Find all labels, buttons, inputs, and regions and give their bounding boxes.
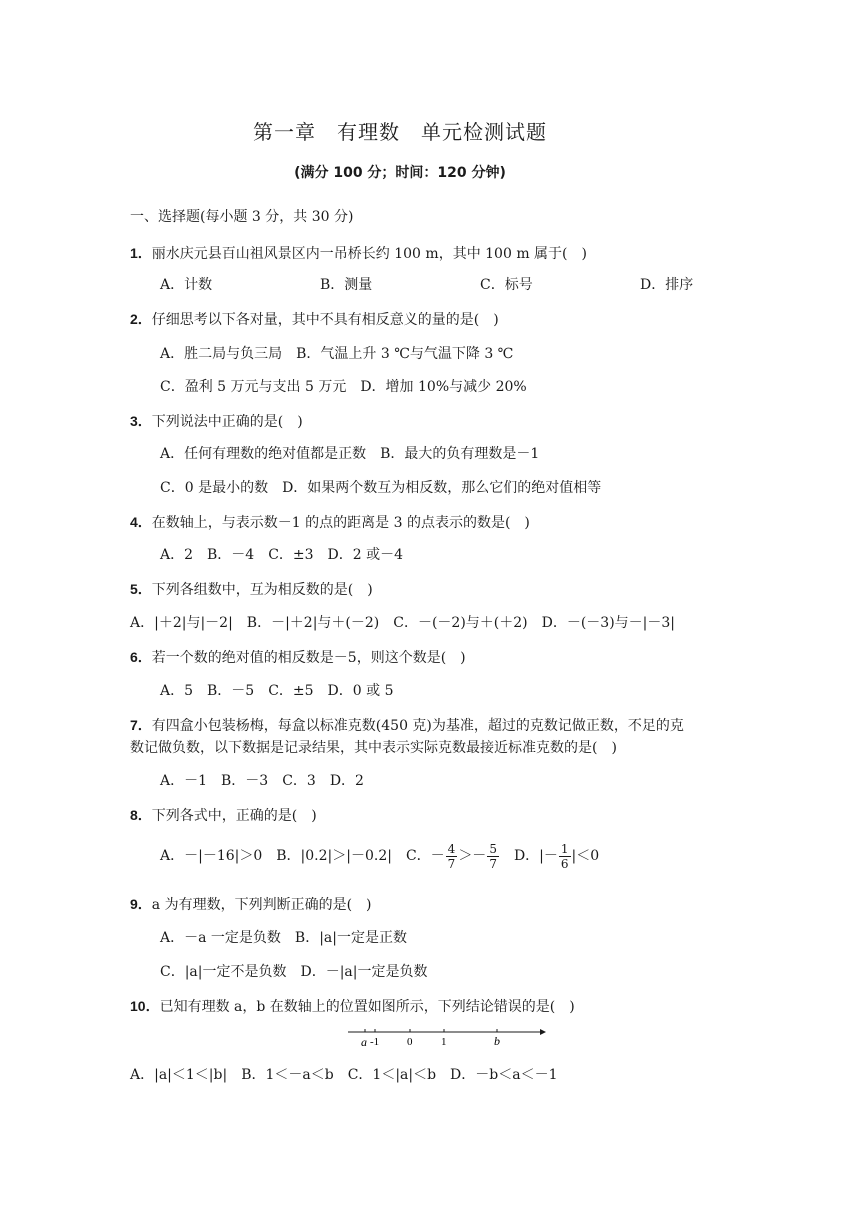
question-4 [130, 513, 530, 532]
option-c: C．标号 [480, 277, 533, 293]
question-number: 3． [130, 413, 152, 429]
question-number: 10． [130, 998, 160, 1014]
question-7 [130, 716, 684, 735]
arrow-right-icon [540, 1029, 546, 1035]
number-line-figure [344, 1024, 544, 1050]
question-2 [130, 310, 499, 329]
page-title: 第一章 有理数 单元检测试题 [253, 120, 547, 144]
comparison: ＞－ [458, 848, 487, 864]
denominator: 6 [560, 856, 569, 871]
question-10-options: A．|a|＜1＜|b| B．1＜－a＜b C．1＜|a|＜b D．－b＜a＜－1 [130, 1067, 558, 1083]
question-stem: 丽水庆元县百山祖风景区内一吊桥长约 100 m，其中 100 m 属于( ) [151, 246, 587, 262]
question-7-stem-continued: 数记做负数，以下数据是记录结果，其中表示实际克数最接近标准克数的是( ) [130, 740, 617, 756]
question-stem: 若一个数的绝对值的相反数是－5，则这个数是( ) [151, 650, 466, 666]
question-4-options: A．2 B．－4 C．±3 D．2 或－4 [160, 547, 404, 563]
question-stem: 在数轴上，与表示数－1 的点的距离是 3 的点表示的数是( ) [151, 515, 530, 531]
page-subtitle: (满分 100 分；时间：120 分钟) [294, 165, 506, 181]
question-10 [130, 997, 575, 1016]
question-number: 5． [130, 581, 152, 597]
denominator: 7 [447, 856, 456, 871]
question-1-options [160, 276, 693, 294]
denominator: 7 [489, 856, 497, 871]
question-stem: 下列各式中，正确的是( ) [151, 808, 317, 824]
question-stem: 下列各组数中，互为相反数的是( ) [151, 582, 373, 598]
question-6-options: A．5 B．－5 C．±5 D．0 或 5 [160, 683, 394, 699]
question-number: 8． [130, 807, 152, 823]
numerator: 1 [560, 841, 569, 856]
question-5-options: A．|＋2|与|－2| B．－|＋2|与＋(－2) C．－(－2)与＋(＋2) D．－(－3)与－|－3| [130, 615, 676, 631]
fraction [487, 842, 499, 871]
question-stem: a 为有理数，下列判断正确的是( ) [151, 897, 372, 913]
question-5 [130, 580, 373, 599]
label-zero: 0 [407, 1036, 413, 1048]
question-number: 4． [130, 514, 152, 530]
question-7-options: A．－1 B．－3 C．3 D．2 [160, 773, 364, 789]
option-d-prefix: D．|－ [499, 848, 558, 864]
section-heading: 一、选择题(每小题 3 分，共 30 分) [130, 209, 354, 225]
question-2-options-1: A．胜二局与负三局 B．气温上升 3 ℃与气温下降 3 ℃ [160, 346, 514, 362]
question-3 [130, 412, 303, 431]
question-1 [130, 244, 587, 263]
question-2-options-2: C．盈利 5 万元与支出 5 万元 D．增加 10%与减少 20% [160, 379, 527, 395]
option-d-suffix: |＜0 [571, 848, 600, 864]
question-stem: 已知有理数 a，b 在数轴上的位置如图所示，下列结论错误的是( ) [159, 999, 575, 1015]
option-a-b-c-prefix: A．－|－16|＞0 B．|0.2|＞|－0.2| C．－ [160, 848, 445, 864]
question-9-options-2: C．|a|一定不是负数 D．－|a|一定是负数 [160, 964, 428, 980]
question-8 [130, 806, 317, 825]
option-a: A．计数 [160, 277, 213, 293]
question-number: 1． [130, 245, 152, 261]
fraction [559, 842, 571, 871]
option-d: D．排序 [640, 277, 694, 293]
question-9-options-1: A．－a 一定是负数 B．|a|一定是正数 [160, 930, 407, 946]
question-stem: 有四盒小包装杨梅，每盒以标准克数(450 克)为基准，超过的克数记做正数，不足的克 [151, 718, 684, 734]
question-8-options [160, 838, 599, 874]
question-number: 6． [130, 649, 152, 665]
label-one: 1 [441, 1036, 447, 1048]
numerator: 5 [489, 841, 497, 856]
option-b: B．测量 [320, 277, 373, 293]
number-line [344, 1024, 544, 1050]
question-9 [130, 895, 372, 914]
numerator: 4 [447, 841, 456, 856]
label-b: b [494, 1034, 500, 1048]
question-stem: 仔细思考以下各对量，其中不具有相反意义的量的是( ) [151, 312, 499, 328]
question-number: 7． [130, 717, 152, 733]
question-number: 9． [130, 896, 152, 912]
question-stem: 下列说法中正确的是( ) [151, 414, 303, 430]
question-6 [130, 648, 466, 667]
label-minus-one: -1 [370, 1036, 380, 1048]
question-number: 2． [130, 311, 152, 327]
question-3-options-2: C．0 是最小的数 D．如果两个数互为相反数，那么它们的绝对值相等 [160, 480, 602, 496]
fraction [446, 842, 458, 871]
label-a: a [361, 1035, 367, 1049]
question-3-options-1: A．任何有理数的绝对值都是正数 B．最大的负有理数是－1 [160, 446, 540, 462]
